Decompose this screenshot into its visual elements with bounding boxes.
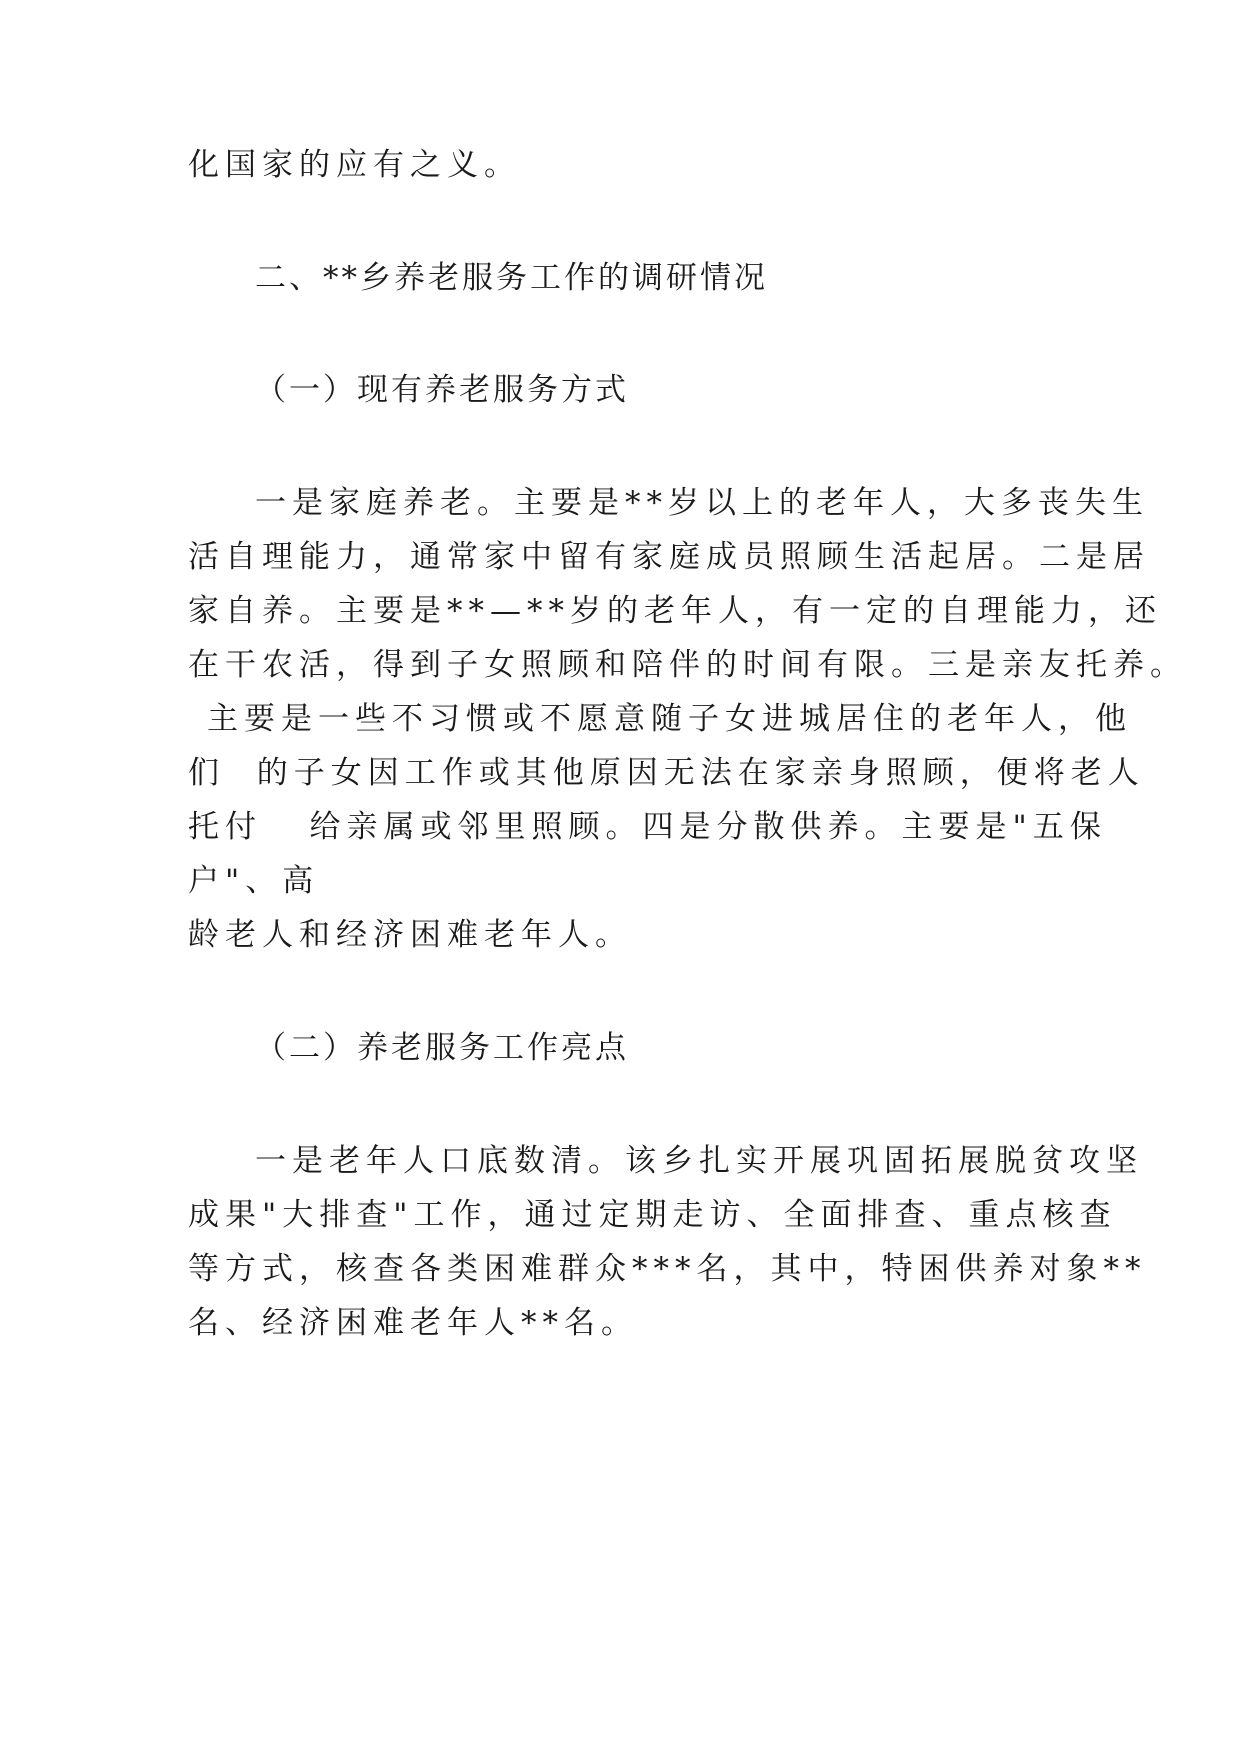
subsection-heading-one: （一）现有养老服务方式	[255, 372, 629, 408]
section-heading-two: 二、**乡养老服务工作的调研情况	[255, 260, 768, 296]
paragraph-2-line-1: 一是老年人口底数清。该乡扎实开展巩固拓展脱贫攻坚	[255, 1143, 1143, 1179]
paragraph-1-line-4: 在干农活，得到子女照顾和陪伴的时间有限。三是亲友托养。	[188, 647, 1187, 683]
paragraph-2-line-4: 名、经济困难老年人**名。	[188, 1305, 638, 1341]
paragraph-2-line-3: 等方式，核查各类困难群众***名，其中，特困供养对象**	[188, 1251, 1147, 1287]
paragraph-2-line-2: 成果"大排查"工作，通过定期走访、全面排查、重点核查	[188, 1197, 1117, 1233]
subsection-heading-two: （二）养老服务工作亮点	[255, 1030, 629, 1066]
paragraph-1-line-6: 们 的子女因工作或其他原因无法在家亲身照顾，便将老人	[188, 755, 1145, 791]
paragraph-1-line-2: 活自理能力，通常家中留有家庭成员照顾生活起居。二是居	[188, 539, 1150, 575]
paragraph-1-line-7: 托付 给亲属或邻里照顾。四是分散供养。主要是"五保	[188, 809, 1107, 845]
paragraph-1-line-9: 龄老人和经济困难老年人。	[188, 917, 632, 953]
paragraph-intro-tail: 化国家的应有之义。	[188, 147, 521, 183]
paragraph-1-line-1: 一是家庭养老。主要是**岁以上的老年人，大多丧失生	[255, 485, 1149, 521]
paragraph-1-line-3: 家自养。主要是**—**岁的老年人，有一定的自理能力，还	[188, 593, 1162, 629]
paragraph-1-line-5: 主要是一些不习惯或不愿意随子女进城居住的老年人，他	[207, 701, 1132, 737]
paragraph-1-line-8: 户"、高	[188, 863, 320, 899]
